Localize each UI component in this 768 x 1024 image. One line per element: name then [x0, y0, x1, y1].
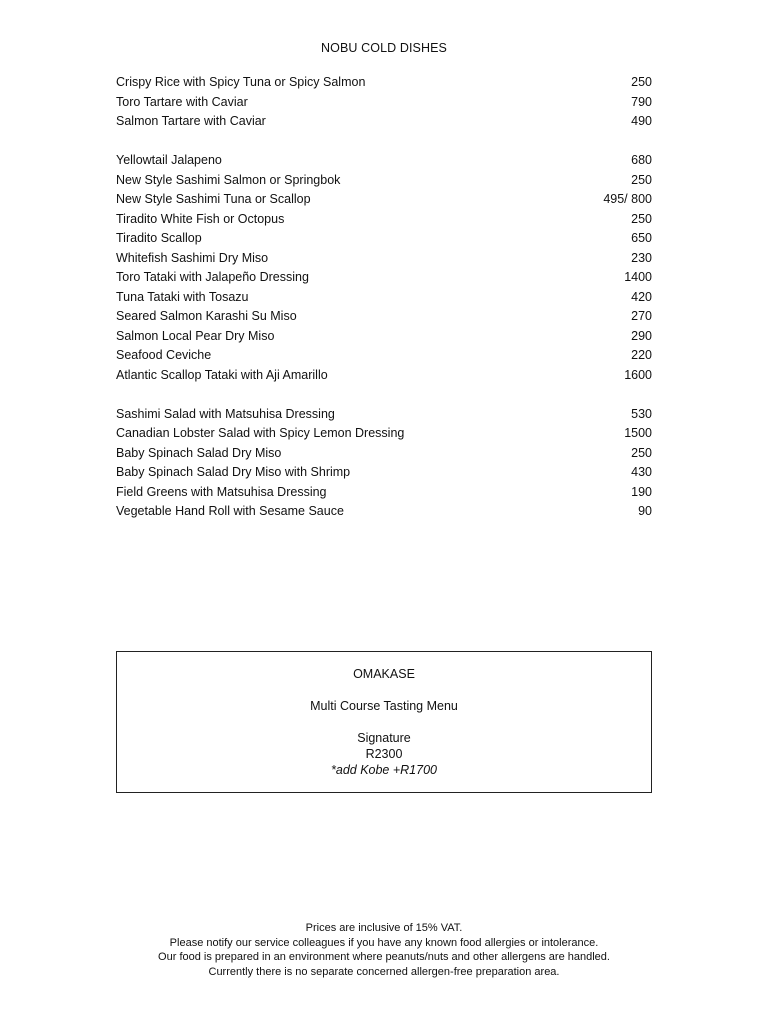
- menu-item: [116, 405, 652, 425]
- menu-item-price: 420: [631, 289, 652, 304]
- omakase-tier: Signature: [357, 731, 411, 745]
- menu-item: [116, 346, 652, 366]
- menu-item-name: Canadian Lobster Salad with Spicy Lemon Dressing: [116, 426, 405, 440]
- menu-item: [116, 210, 652, 230]
- menu-item-name: Seared Salmon Karashi Su Miso: [116, 309, 297, 323]
- menu-item: [116, 268, 652, 288]
- menu-section-starters: [116, 73, 652, 132]
- menu-item: [116, 502, 652, 522]
- menu-item-name: Toro Tataki with Jalapeño Dressing: [116, 270, 309, 284]
- menu-item: [116, 229, 652, 249]
- omakase-title: OMAKASE: [353, 667, 415, 681]
- menu-item-price: 1600: [624, 367, 652, 382]
- menu-item: [116, 288, 652, 308]
- menu-item-price: 230: [631, 250, 652, 265]
- menu-section-salads: [116, 405, 652, 522]
- menu-item-name: Crispy Rice with Spicy Tuna or Spicy Salmon: [116, 75, 366, 89]
- footer-allergen-environment-note: Our food is prepared in an environment where peanuts/nuts and other allergens are handled.: [158, 951, 610, 963]
- menu-item-price: 250: [631, 445, 652, 460]
- menu-item-name: Whitefish Sashimi Dry Miso: [116, 250, 269, 265]
- menu-item-price: 530: [631, 406, 652, 421]
- footer-vat-note: Prices are inclusive of 15% VAT.: [305, 922, 463, 934]
- menu-item-name: Tiradito Scallop: [116, 231, 202, 245]
- menu-item-price: 290: [631, 328, 652, 343]
- menu-item-name: Salmon Local Pear Dry Miso: [116, 328, 275, 343]
- menu-item: [116, 151, 652, 171]
- menu-item-price: 220: [631, 348, 652, 362]
- menu-item-name: Atlantic Scallop Tataki with Aji Amarillo: [116, 367, 328, 382]
- menu-item-name: Toro Tartare with Caviar: [116, 94, 248, 109]
- menu-item: [116, 424, 652, 444]
- menu-item-price: 680: [631, 153, 652, 167]
- menu-item: [116, 483, 652, 503]
- menu-item: [116, 307, 652, 327]
- omakase-box: [116, 651, 652, 793]
- menu-item-price: 790: [631, 94, 652, 109]
- menu-item-name: Baby Spinach Salad Dry Miso: [116, 445, 282, 460]
- menu-item-price: 250: [631, 172, 652, 187]
- menu-item-name: Tiradito White Fish or Octopus: [116, 211, 285, 226]
- menu-item-price: 250: [631, 75, 652, 89]
- menu-item-price: 1500: [624, 426, 652, 440]
- menu-item-price: 1400: [624, 270, 652, 284]
- menu-item-price: 270: [631, 309, 652, 323]
- menu-item: [116, 327, 652, 347]
- menu-item-price: 495/ 800: [603, 192, 652, 206]
- menu-item-name: Tuna Tataki with Tosazu: [116, 289, 249, 304]
- menu-item-price: 250: [631, 211, 652, 226]
- menu-item-name: New Style Sashimi Tuna or Scallop: [116, 192, 311, 206]
- menu-item-name: New Style Sashimi Salmon or Springbok: [116, 172, 341, 187]
- menu-item-name: Baby Spinach Salad Dry Miso with Shrimp: [116, 465, 351, 479]
- menu-item: [116, 73, 652, 93]
- omakase-addon: *add Kobe +R1700: [331, 763, 437, 777]
- menu-item-price: 430: [631, 465, 652, 479]
- menu-list: [116, 73, 652, 522]
- menu-item: [116, 190, 652, 210]
- footer-allergy-note: Please notify our service colleagues if you have any known food allergies or intolerance.: [169, 936, 599, 949]
- menu-item-price: 490: [631, 114, 652, 128]
- menu-item: [116, 249, 652, 269]
- menu-item: [116, 463, 652, 483]
- menu-section-sashimi: [116, 151, 652, 385]
- menu-item-price: 90: [638, 504, 652, 518]
- menu-item-name: Vegetable Hand Roll with Sesame Sauce: [116, 504, 344, 518]
- menu-item-name: Salmon Tartare with Caviar: [116, 114, 266, 128]
- menu-item-price: 650: [631, 231, 652, 245]
- menu-title: NOBU COLD DISHES: [321, 41, 447, 55]
- menu-item-name: Yellowtail Jalapeno: [116, 153, 222, 167]
- menu-item: [116, 93, 652, 113]
- menu-item-name: Sashimi Salad with Matsuhisa Dressing: [116, 406, 335, 421]
- menu-item-price: 190: [631, 484, 652, 499]
- omakase-subtitle: Multi Course Tasting Menu: [310, 699, 458, 713]
- footer-preparation-area-note: Currently there is no separate concerned allergen-free preparation area.: [208, 965, 560, 978]
- menu-item-name: Seafood Ceviche: [116, 348, 212, 362]
- omakase-price: R2300: [365, 747, 403, 761]
- menu-item-name: Field Greens with Matsuhisa Dressing: [116, 484, 327, 499]
- menu-item: [116, 112, 652, 132]
- footer-notes: [0, 921, 768, 979]
- menu-item: [116, 444, 652, 464]
- menu-item: [116, 171, 652, 191]
- menu-item: [116, 366, 652, 386]
